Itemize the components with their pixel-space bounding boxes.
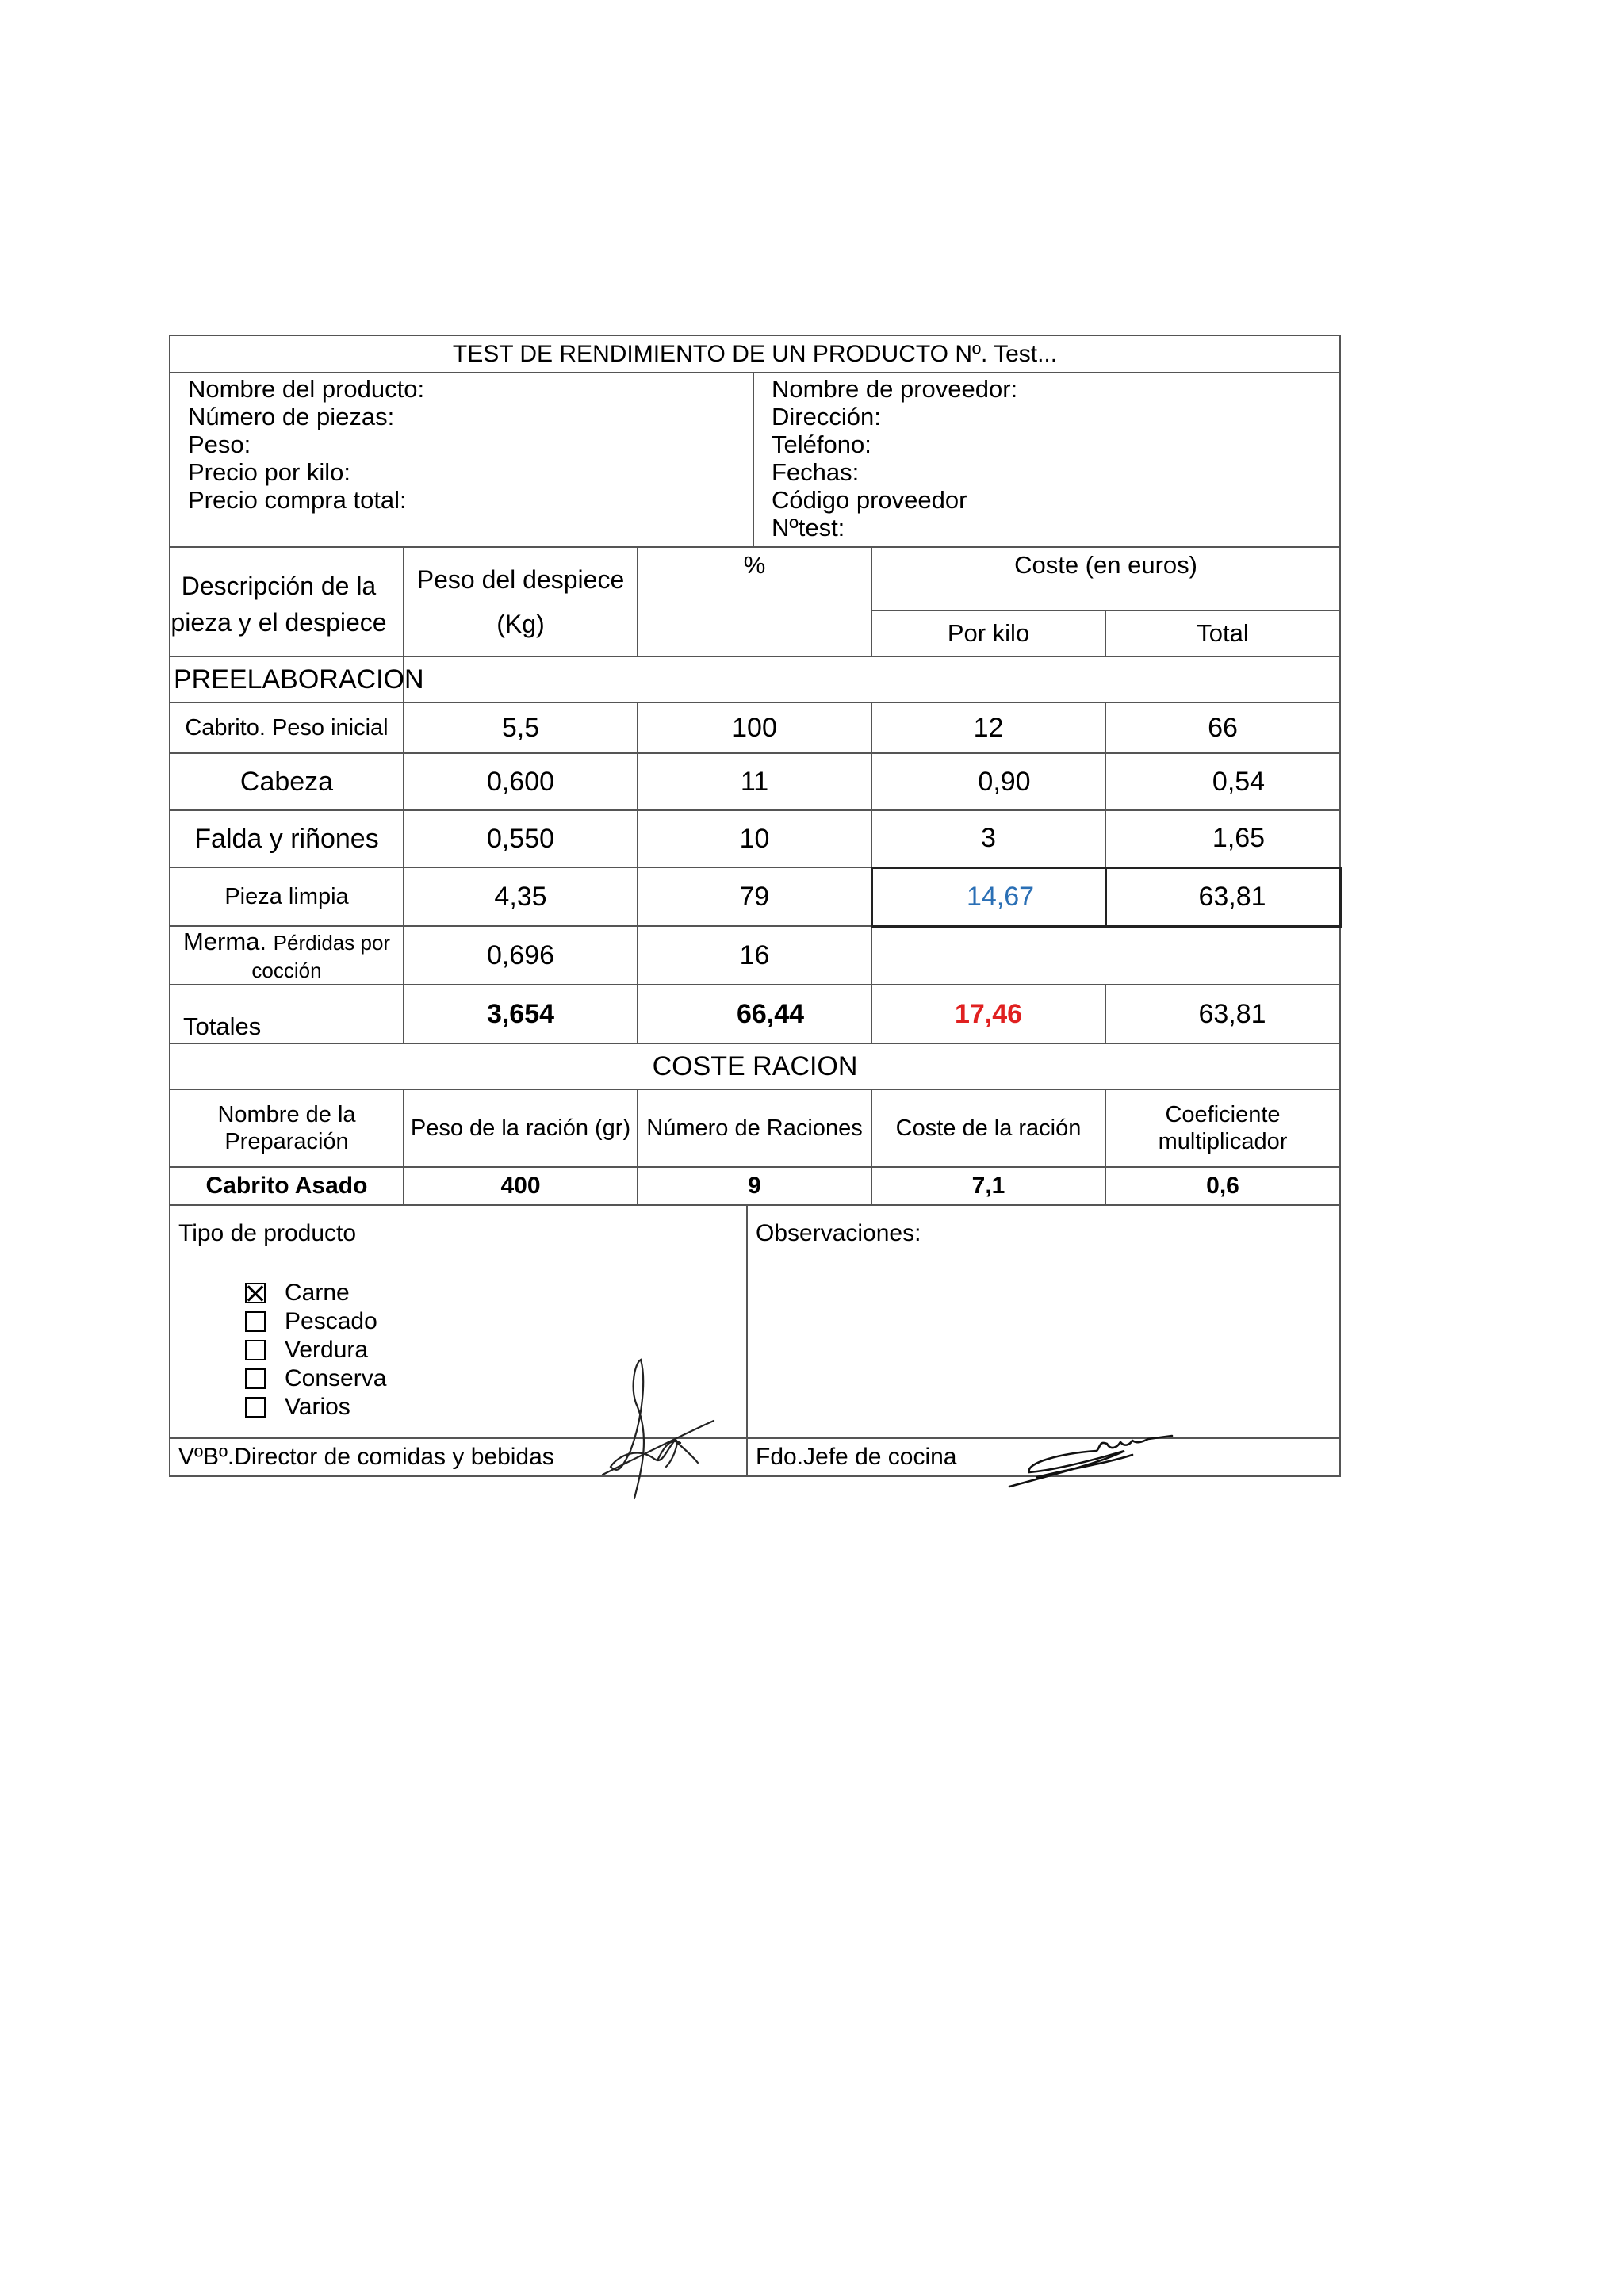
total-header: Total <box>1105 610 1340 656</box>
table-row <box>170 810 1340 867</box>
phone-label: Teléfono: <box>772 430 871 458</box>
row-total: 66 <box>1105 702 1340 753</box>
row-description: Falda y riñones <box>170 810 404 867</box>
table-row <box>170 753 1340 810</box>
portion-header-coefficient: Coeficiente multiplicador <box>1105 1089 1340 1167</box>
chef-signature-label: Fdo.Jefe de cocina <box>756 1444 957 1470</box>
form-title: TEST DE RENDIMIENTO DE UN PRODUCTO Nº. Test... <box>170 335 1340 373</box>
chef-signature-icon <box>1005 1431 1188 1494</box>
row-per-kilo: 14,67 <box>871 867 1105 926</box>
merma-label: Merma. <box>182 928 267 955</box>
row-weight: 0,550 <box>404 810 638 867</box>
row-per-kilo: 3 <box>871 810 1105 867</box>
director-signature-icon <box>587 1356 722 1506</box>
row-description: Pieza limpia <box>170 867 404 926</box>
director-signature-label: VºBº.Director de comidas y bebidas <box>170 1439 748 1475</box>
supplier-code-label: Código proveedor <box>772 486 967 514</box>
test-number-label: Nºtest: <box>772 514 845 541</box>
cost-header: Coste (en euros) <box>871 547 1340 610</box>
observations-label: Observaciones: <box>756 1220 921 1246</box>
row-percent: 100 <box>638 702 871 753</box>
portion-coefficient: 0,6 <box>1105 1167 1340 1205</box>
option-label: Carne <box>285 1280 350 1306</box>
percent-header: % <box>638 547 871 656</box>
checkbox-icon[interactable] <box>245 1311 266 1332</box>
table-row <box>170 926 1340 985</box>
option-label: Varios <box>285 1394 350 1420</box>
section-label: PREELABORACION <box>170 656 404 702</box>
row-description: Cabrito. Peso inicial <box>170 702 404 753</box>
option-carne[interactable] <box>245 1279 746 1307</box>
option-label: Verdura <box>285 1337 369 1363</box>
row-description: Cabeza <box>170 753 404 810</box>
portion-header-row <box>170 1089 1340 1167</box>
row-total: 0,54 <box>1105 753 1340 810</box>
product-type-label: Tipo de producto <box>178 1220 357 1246</box>
row-description-merma <box>170 926 404 985</box>
pieces-label: Número de piezas: <box>188 403 395 430</box>
row-per-kilo: 12 <box>871 702 1105 753</box>
observations-panel <box>748 1206 921 1437</box>
row-weight: 0,696 <box>404 926 638 985</box>
checkbox-icon[interactable] <box>245 1397 266 1418</box>
product-info <box>170 373 754 546</box>
option-pescado[interactable] <box>245 1307 746 1336</box>
row-weight: 5,5 <box>404 702 638 753</box>
merma-detail: Pérdidas por cocción <box>251 931 391 982</box>
description-header: Descripción de la pieza y el despiece <box>170 547 404 656</box>
checked-checkbox-icon[interactable] <box>245 1283 266 1303</box>
table-row <box>170 702 1340 753</box>
per-kilo-header: Por kilo <box>871 610 1105 656</box>
totals-weight: 3,654 <box>404 985 638 1043</box>
portion-section-title: COSTE RACION <box>170 1043 1340 1089</box>
totals-total: 63,81 <box>1105 985 1340 1043</box>
totals-row <box>170 985 1340 1043</box>
product-name-label: Nombre del producto: <box>188 375 425 403</box>
totals-per-kilo: 17,46 <box>871 985 1105 1043</box>
portion-value-row <box>170 1167 1340 1205</box>
portion-header-name: Nombre de la Preparación <box>170 1089 404 1167</box>
portion-header-cost: Coste de la ración <box>871 1089 1105 1167</box>
option-label: Conserva <box>285 1365 387 1391</box>
dates-label: Fechas: <box>772 458 860 486</box>
row-percent: 79 <box>638 867 871 926</box>
yield-test-form <box>169 335 1339 1477</box>
weight-header: Peso del despiece (Kg) <box>404 547 638 656</box>
row-total: 1,65 <box>1105 810 1340 867</box>
checkbox-icon[interactable] <box>245 1368 266 1389</box>
row-per-kilo: 0,90 <box>871 753 1105 810</box>
portion-header-weight: Peso de la ración (gr) <box>404 1089 638 1167</box>
weight-label: Peso: <box>188 430 251 458</box>
portion-cost: 7,1 <box>871 1167 1105 1205</box>
portion-header-count: Número de Raciones <box>638 1089 871 1167</box>
row-total: 63,81 <box>1105 867 1340 926</box>
totals-label: Totales <box>170 985 404 1043</box>
totals-percent: 66,44 <box>638 985 871 1043</box>
supplier-name-label: Nombre de proveedor: <box>772 375 1018 403</box>
total-price-label: Precio compra total: <box>188 486 407 514</box>
row-percent: 11 <box>638 753 871 810</box>
portion-weight: 400 <box>404 1167 638 1205</box>
row-percent: 16 <box>638 926 871 985</box>
address-label: Dirección: <box>772 403 881 430</box>
row-weight: 0,600 <box>404 753 638 810</box>
price-kilo-label: Precio por kilo: <box>188 458 351 486</box>
yield-test-table <box>169 335 1342 1477</box>
option-label: Pescado <box>285 1308 377 1334</box>
supplier-info <box>754 373 1017 546</box>
row-weight: 4,35 <box>404 867 638 926</box>
portion-count: 9 <box>638 1167 871 1205</box>
portion-name: Cabrito Asado <box>170 1167 404 1205</box>
row-percent: 10 <box>638 810 871 867</box>
checkbox-icon[interactable] <box>245 1340 266 1360</box>
table-row <box>170 867 1340 926</box>
